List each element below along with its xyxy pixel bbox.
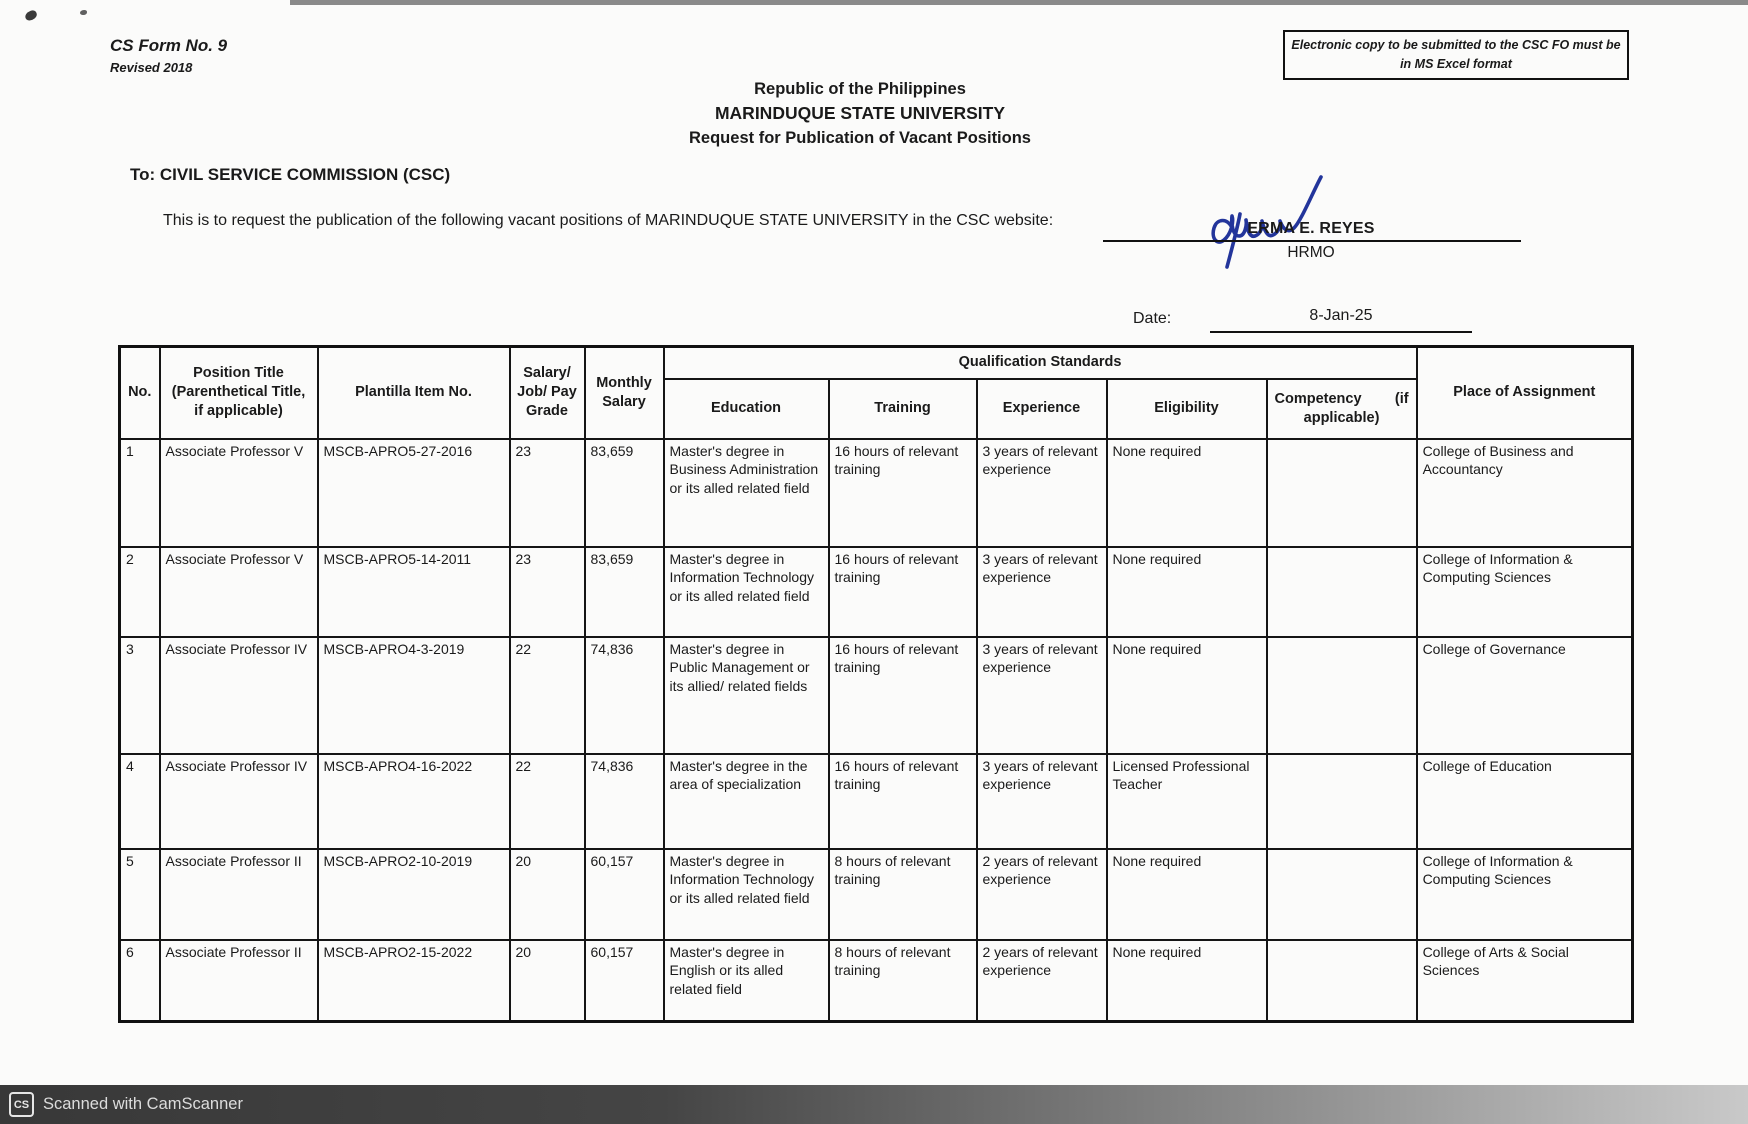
cell-training: 16 hours of relevant training — [829, 439, 977, 547]
cell-plantilla: MSCB-APRO2-10-2019 — [318, 849, 510, 940]
cell-position-title: Associate Professor II — [160, 940, 318, 1022]
header-training: Training — [829, 379, 977, 439]
cell-training: 16 hours of relevant training — [829, 754, 977, 849]
cell-no: 4 — [120, 754, 160, 849]
table-row — [120, 547, 1633, 637]
header-plantilla: Plantilla Item No. — [318, 347, 510, 439]
cell-education: Master's degree in Information Technology or its alled related field — [664, 547, 829, 637]
cell-training: 8 hours of relevant training — [829, 849, 977, 940]
table-row — [120, 849, 1633, 940]
cell-competency — [1267, 439, 1417, 547]
cell-position-title: Associate Professor IV — [160, 637, 318, 754]
header-eligibility: Eligibility — [1107, 379, 1267, 439]
header-competency — [1267, 379, 1417, 439]
header-qualification-standards: Qualification Standards — [664, 347, 1417, 379]
cell-education: Master's degree in the area of specialization — [664, 754, 829, 849]
cell-monthly-salary: 60,157 — [585, 940, 664, 1022]
cell-training: 8 hours of relevant training — [829, 940, 977, 1022]
scan-edge-artifact — [290, 0, 1748, 5]
cell-no: 5 — [120, 849, 160, 940]
cell-experience: 3 years of relevant experience — [977, 637, 1107, 754]
table-row — [120, 754, 1633, 849]
table-row — [120, 637, 1633, 754]
cell-no: 6 — [120, 940, 160, 1022]
cell-monthly-salary: 60,157 — [585, 849, 664, 940]
date-value: 8-Jan-25 — [1309, 307, 1373, 324]
cell-plantilla: MSCB-APRO4-3-2019 — [318, 637, 510, 754]
document-title-block — [460, 80, 1260, 148]
header-experience: Experience — [977, 379, 1107, 439]
cell-experience: 3 years of relevant experience — [977, 547, 1107, 637]
cell-place: College of Information & Computing Sciences — [1417, 547, 1633, 637]
cell-competency — [1267, 849, 1417, 940]
cell-salary-grade: 23 — [510, 439, 585, 547]
cell-no: 1 — [120, 439, 160, 547]
date-label: Date: — [1133, 310, 1172, 327]
cell-training: 16 hours of relevant training — [829, 637, 977, 754]
cell-competency — [1267, 940, 1417, 1022]
cell-experience: 2 years of relevant experience — [977, 940, 1107, 1022]
title-request: Request for Publication of Vacant Positions — [689, 129, 1031, 147]
cell-no: 2 — [120, 547, 160, 637]
form-revision: Revised 2018 — [110, 60, 193, 75]
cell-place: College of Governance — [1417, 637, 1633, 754]
cell-monthly-salary: 74,836 — [585, 637, 664, 754]
scan-speck — [80, 10, 87, 15]
cell-experience: 2 years of relevant experience — [977, 849, 1107, 940]
table-row — [120, 439, 1633, 547]
title-republic: Republic of the Philippines — [754, 80, 966, 98]
cell-competency — [1267, 754, 1417, 849]
cell-experience: 3 years of relevant experience — [977, 439, 1107, 547]
table-row — [120, 940, 1633, 1022]
header-competency-applicable: applicable) — [1303, 409, 1380, 426]
cell-place: College of Education — [1417, 754, 1633, 849]
cell-salary-grade: 20 — [510, 940, 585, 1022]
camscanner-footer — [0, 1085, 1748, 1124]
cell-competency — [1267, 547, 1417, 637]
cell-eligibility: None required — [1107, 547, 1267, 637]
electronic-copy-note: Electronic copy to be submitted to the CSC FO must be in MS Excel format — [1283, 30, 1629, 80]
cell-education: Master's degree in Information Technology or its alled related field — [664, 849, 829, 940]
cell-position-title: Associate Professor II — [160, 849, 318, 940]
cell-competency — [1267, 637, 1417, 754]
vacancies-table — [118, 345, 1634, 1023]
cell-salary-grade: 22 — [510, 637, 585, 754]
cell-plantilla: MSCB-APRO2-15-2022 — [318, 940, 510, 1022]
cell-eligibility: None required — [1107, 940, 1267, 1022]
cell-plantilla: MSCB-APRO4-16-2022 — [318, 754, 510, 849]
request-paragraph: This is to request the publication of the following vacant positions of MARINDUQUE STATE UNIVERSITY in the CSC website: — [163, 212, 1054, 229]
cell-eligibility: None required — [1107, 637, 1267, 754]
form-number: CS Form No. 9 — [110, 36, 228, 55]
cell-eligibility: None required — [1107, 439, 1267, 547]
cell-eligibility: Licensed Professional Teacher — [1107, 754, 1267, 849]
cell-eligibility: None required — [1107, 849, 1267, 940]
cell-salary-grade: 20 — [510, 849, 585, 940]
scan-speck — [24, 9, 38, 22]
cell-salary-grade: 23 — [510, 547, 585, 637]
cell-place: College of Arts & Social Sciences — [1417, 940, 1633, 1022]
cell-salary-grade: 22 — [510, 754, 585, 849]
cell-position-title: Associate Professor V — [160, 547, 318, 637]
header-no: No. — [120, 347, 160, 439]
addressee-line: To: CIVIL SERVICE COMMISSION (CSC) — [130, 165, 451, 184]
cell-education: Master's degree in Business Administration or its alled related field — [664, 439, 829, 547]
cell-plantilla: MSCB-APRO5-27-2016 — [318, 439, 510, 547]
header-row-top — [120, 347, 1633, 379]
cell-place: College of Information & Computing Sciences — [1417, 849, 1633, 940]
camscanner-icon: CS — [9, 1092, 34, 1117]
header-competency-word: Competency — [1274, 390, 1362, 407]
cell-monthly-salary: 83,659 — [585, 439, 664, 547]
title-university: MARINDUQUE STATE UNIVERSITY — [714, 103, 1006, 123]
cell-no: 3 — [120, 637, 160, 754]
header-position-title: Position Title (Parenthetical Title, if applicable) — [160, 347, 318, 439]
signatory-name: ERMA E. REYES — [1247, 220, 1375, 237]
cell-position-title: Associate Professor IV — [160, 754, 318, 849]
header-monthly-salary: Monthly Salary — [585, 347, 664, 439]
cell-education: Master's degree in Public Management or its allied/ related fields — [664, 637, 829, 754]
header-education: Education — [664, 379, 829, 439]
cell-monthly-salary: 83,659 — [585, 547, 664, 637]
cell-position-title: Associate Professor V — [160, 439, 318, 547]
signature-line — [1103, 240, 1521, 242]
cell-plantilla: MSCB-APRO5-14-2011 — [318, 547, 510, 637]
camscanner-text: Scanned with CamScanner — [43, 1095, 243, 1113]
header-salary-grade: Salary/ Job/ Pay Grade — [510, 347, 585, 439]
date-underline — [1210, 331, 1472, 333]
header-competency-if: (if — [1394, 390, 1409, 407]
cell-education: Master's degree in English or its alled related field — [664, 940, 829, 1022]
cell-place: College of Business and Accountancy — [1417, 439, 1633, 547]
cell-experience: 3 years of relevant experience — [977, 754, 1107, 849]
cell-monthly-salary: 74,836 — [585, 754, 664, 849]
header-place-of-assignment: Place of Assignment — [1417, 347, 1633, 439]
cell-training: 16 hours of relevant training — [829, 547, 977, 637]
signatory-title: HRMO — [1287, 244, 1335, 261]
